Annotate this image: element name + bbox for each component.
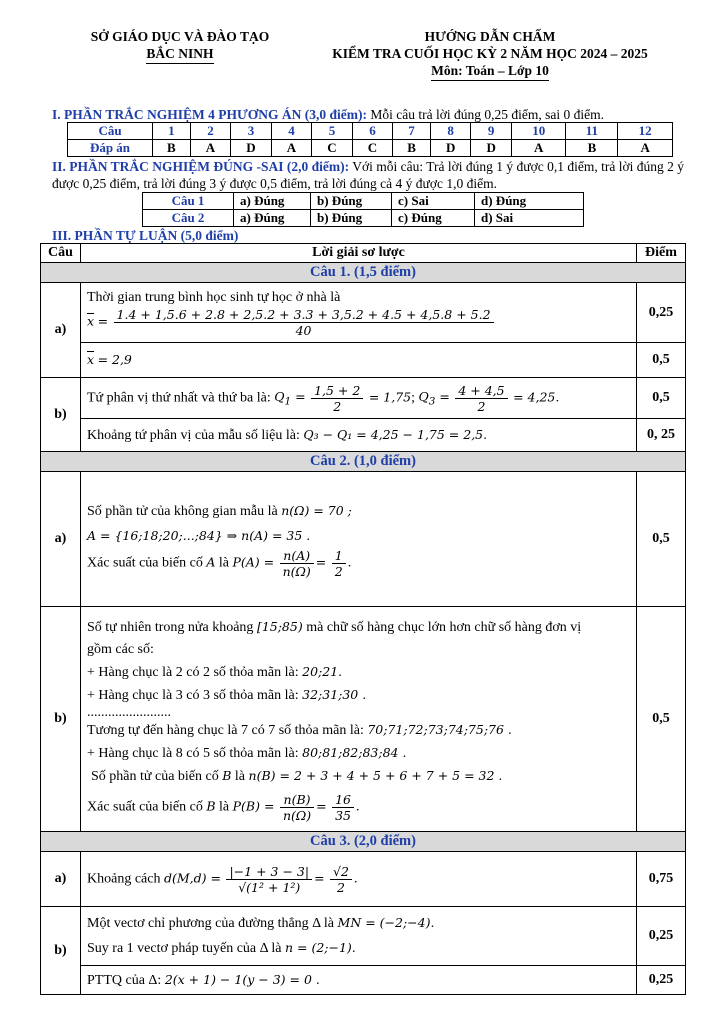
q1b-points2: 0, 25 bbox=[637, 419, 686, 452]
q2a-line1: Số phần tử của không gian mẫu là bbox=[87, 504, 278, 519]
part2-note: Với mỗi câu: Trả lời đúng 1 ý được 0,1 điểm, trả lời đúng 2 ý được 0,25 điểm, trả lời đúng 3 ý được 0,5 điểm, trả lời đúng cả 4 ý được 1,0 điểm. bbox=[52, 159, 684, 191]
department-name: SỞ GIÁO DỤC VÀ ĐÀO TẠO bbox=[90, 29, 270, 44]
q2a-event-set: A = {16;18;20;...;84} ⇒ n(A) = 35 . bbox=[87, 528, 311, 543]
q2b-la2: là bbox=[219, 799, 230, 815]
tf-answer-d: d) Đúng bbox=[475, 193, 584, 210]
q3a-label: a) bbox=[41, 852, 81, 907]
q3a-row bbox=[41, 852, 686, 907]
q1b-row1 bbox=[41, 378, 686, 419]
q2b-prob: P(B) = bbox=[232, 798, 275, 814]
question-label: Câu bbox=[68, 123, 153, 140]
q3a-frac2-den: 2 bbox=[337, 879, 345, 895]
essay-header-row bbox=[41, 244, 686, 263]
q1a-label: a) bbox=[41, 283, 81, 378]
question-number: 10 bbox=[511, 123, 566, 140]
q3-band bbox=[41, 832, 686, 852]
q1b-iqr: Q₃ − Q₁ = 4,25 − 1,75 = 2,5. bbox=[303, 427, 488, 442]
q3b-direction-vector: MN = (−2;−4). bbox=[337, 915, 435, 930]
q2b-frac1-num: n(B) bbox=[280, 792, 314, 808]
q1a-result: = 2,9 bbox=[97, 352, 132, 367]
answer-cell: B bbox=[566, 140, 618, 157]
q2-band bbox=[41, 452, 686, 472]
q2a-la: là bbox=[218, 555, 229, 571]
q2b-line9: Xác suất của biến cố bbox=[87, 799, 203, 815]
answer-cell: D bbox=[430, 140, 471, 157]
q1b-q1-den: 2 bbox=[333, 398, 342, 414]
tf-answer-b: b) Đúng bbox=[311, 210, 392, 227]
answer-label: Đáp án bbox=[68, 140, 153, 157]
q2a-label: a) bbox=[41, 472, 81, 607]
q1b-q1-value: = 1,75 bbox=[368, 389, 412, 405]
q2b-la: là bbox=[234, 768, 246, 784]
q2a-line3: Xác suất của biến cố bbox=[87, 555, 203, 571]
q2b-line7: + Hàng chục là 8 có 5 số thỏa mãn là: bbox=[87, 745, 299, 761]
part3-heading bbox=[52, 227, 238, 244]
answer-cell: B bbox=[153, 140, 191, 157]
tf-question: Câu 1 bbox=[143, 193, 234, 210]
q3a-points: 0,75 bbox=[637, 852, 686, 907]
question-number: 12 bbox=[618, 123, 673, 140]
question-number: 8 bbox=[430, 123, 471, 140]
q1a-points1: 0,25 bbox=[637, 283, 686, 343]
subject-line: Môn: Toán – Lớp 10 bbox=[431, 62, 549, 81]
q3a-frac1 bbox=[226, 864, 312, 895]
q2a-frac2 bbox=[332, 548, 346, 579]
q3a-distance: d(M,d) = bbox=[163, 870, 221, 886]
q2b-line1b: mà chữ số hàng chục lớn hơn chữ số hàng đơn vị bbox=[306, 619, 582, 635]
q1a-numerator: 1.4 + 1,5.6 + 2.8 + 2,5.2 + 3.3 + 3,5.2 + 4.5 + 4,5.8 + 5.2 bbox=[114, 307, 494, 323]
q2b-line4-m: 32;31;30 . bbox=[302, 686, 367, 702]
answer-cell: A bbox=[511, 140, 566, 157]
part1-title: I. PHẦN TRẮC NGHIỆM 4 PHƯƠNG ÁN (3,0 điểm): bbox=[52, 107, 367, 122]
answer-cell: D bbox=[231, 140, 272, 157]
q1b-row2 bbox=[41, 419, 686, 452]
q2b-line1a: Số tự nhiên trong nửa khoảng bbox=[87, 619, 254, 635]
q2a-event-name: A bbox=[206, 554, 216, 570]
q2a-frac1-den: n(Ω) bbox=[282, 564, 311, 579]
q2a-solution: Số phần tử của không gian mẫu là n(Ω) = 70 ; A = {16;18;20;...;84} ⇒ n(A) = 35 . Xác suất của biến cố A là P(A) = $\frac{n(A)}{n(\Omega)}$ = $\frac{1}{2}$ . bbox=[81, 472, 637, 607]
q2b-line8: Số phần tử của biến cố bbox=[91, 768, 219, 784]
part2-answer-table bbox=[142, 192, 584, 227]
header-right bbox=[300, 28, 680, 81]
question-number: 7 bbox=[393, 123, 431, 140]
q1a-solution2: $\overline{x} = 2,9$ bbox=[81, 343, 637, 378]
q1b-text: Tứ phân vị thứ nhất và thứ ba là: bbox=[87, 390, 271, 406]
question-number: 4 bbox=[271, 123, 312, 140]
tf-row bbox=[143, 193, 584, 210]
q3b-solution1 bbox=[81, 907, 637, 966]
q3b-points2: 0,25 bbox=[637, 966, 686, 995]
q2b-event-name: B bbox=[222, 767, 232, 783]
q3a-solution: Khoảng cách d(M,d) = $\frac{|-1 + 3 - 3|}{\text{√(1² + 1²)}}$ = $\frac{√2}{2}$ . bbox=[81, 852, 637, 907]
q2b-line3: + Hàng chục là 2 có 2 số thỏa mãn là: bbox=[87, 664, 299, 680]
q2a-frac1 bbox=[280, 548, 314, 579]
tf-answer-a: a) Đúng bbox=[234, 193, 311, 210]
part1-note: Mỗi câu trả lời đúng 0,25 điểm, sai 0 điểm. bbox=[366, 107, 604, 122]
col-solution: Lời giải sơ lược bbox=[81, 244, 637, 263]
part2-heading bbox=[52, 158, 692, 192]
q2a-frac2-den: 2 bbox=[334, 564, 343, 579]
question-number: 3 bbox=[231, 123, 272, 140]
q1b-text2: Khoảng tứ phân vị của mẫu số liệu là: bbox=[87, 428, 300, 443]
q2a-sample-space: n(Ω) = 70 ; bbox=[281, 503, 352, 518]
tf-question: Câu 2 bbox=[143, 210, 234, 227]
question-number: 11 bbox=[566, 123, 618, 140]
q2b-interval: [15;85) bbox=[256, 618, 303, 634]
q1b-q1-num: 1,5 + 2 bbox=[311, 383, 363, 399]
q2b-line4: + Hàng chục là 3 có 3 số thỏa mãn là: bbox=[87, 687, 299, 703]
q3b-line1: Một vectơ chỉ phương của đường thẳng Δ là bbox=[87, 916, 335, 931]
part2-title: II. PHẦN TRẮC NGHIỆM ĐÚNG -SAI (2,0 điểm): bbox=[52, 159, 350, 174]
answer-cell: B bbox=[393, 140, 431, 157]
q1a-row2 bbox=[41, 343, 686, 378]
q2a-row bbox=[41, 472, 686, 607]
answer-row bbox=[68, 140, 673, 157]
tf-answer-c: c) Đúng bbox=[392, 210, 475, 227]
answer-cell: A bbox=[190, 140, 231, 157]
question-number: 6 bbox=[352, 123, 393, 140]
q2b-line6: Tương tự đến hàng chục là 7 có 7 số thỏa mãn là: bbox=[87, 722, 364, 738]
q2b-event-name2: B bbox=[206, 798, 216, 814]
answer-cell: C bbox=[312, 140, 353, 157]
col-cau: Câu bbox=[41, 244, 81, 263]
q1-band bbox=[41, 263, 686, 283]
q3b-row1 bbox=[41, 907, 686, 966]
q3a-frac2-num: √2 bbox=[330, 864, 352, 880]
q2b-frac1-den: n(Ω) bbox=[282, 807, 312, 823]
part1-heading bbox=[52, 106, 692, 123]
q3a-text: Khoảng cách bbox=[87, 871, 161, 887]
q2b-frac2-num: 16 bbox=[332, 792, 354, 808]
q2b-ellipsis: ........................ bbox=[87, 704, 171, 720]
q1b-q3-den: 2 bbox=[477, 398, 486, 414]
q2b-frac2 bbox=[332, 792, 354, 823]
q3b-row2 bbox=[41, 966, 686, 995]
x-bar: $\overline{x}$ bbox=[87, 313, 95, 329]
q1a-solution1: Thời gian trung bình học sinh tự học ở nhà là $\overline{x}$ = $\frac{1.4 + 1,5.6 + 2.8 + 2,5.2 + 3.3 + 3,5.2 + 4.5 + 4,5.8 + 5.2}{40}$ bbox=[81, 283, 637, 343]
question-number: 5 bbox=[312, 123, 353, 140]
tf-answer-c: c) Sai bbox=[392, 193, 475, 210]
q3b-solution2 bbox=[81, 966, 637, 995]
q2b-line6-m: 70;71;72;73;74;75;76 . bbox=[367, 721, 512, 737]
tf-row bbox=[143, 210, 584, 227]
q2a-prob: P(A) = bbox=[232, 554, 275, 570]
q2b-row bbox=[41, 607, 686, 832]
tf-answer-a: a) Đúng bbox=[234, 210, 311, 227]
tf-answer-d: d) Sai bbox=[475, 210, 584, 227]
q2b-frac2-den: 35 bbox=[335, 807, 351, 823]
q1b-q1-fraction bbox=[311, 383, 363, 414]
answer-cell: C bbox=[352, 140, 393, 157]
q3b-points1: 0,25 bbox=[637, 907, 686, 966]
col-points: Điểm bbox=[637, 244, 686, 263]
question-number: 1 bbox=[153, 123, 191, 140]
q1-title: Câu 1. (1,5 điểm) bbox=[41, 263, 686, 283]
part1-answer-table bbox=[67, 122, 673, 157]
q2b-line8-m: n(B) = 2 + 3 + 4 + 5 + 6 + 7 + 5 = 32 . bbox=[248, 767, 503, 783]
q3a-frac1-den: √(1² + 1²) bbox=[238, 879, 301, 895]
q3a-frac1-num: |−1 + 3 − 3| bbox=[226, 864, 312, 880]
q2b-frac1 bbox=[280, 792, 314, 823]
q1b-q3-num: 4 + 4,5 bbox=[455, 383, 507, 399]
q2b-line2: gồm các số: bbox=[87, 641, 154, 657]
q1b-q3-value: = 4,25. bbox=[513, 389, 560, 405]
q1a-points2: 0,5 bbox=[637, 343, 686, 378]
q2-title: Câu 2. (1,0 điểm) bbox=[41, 452, 686, 472]
province-name: BẮC NINH bbox=[146, 45, 213, 64]
q1b-solution2 bbox=[81, 419, 637, 452]
exam-title: KIỂM TRA CUỐI HỌC KỲ 2 NĂM HỌC 2024 – 2025 bbox=[332, 46, 648, 61]
q1a-denominator: 40 bbox=[295, 322, 312, 338]
q3b-label: b) bbox=[41, 907, 81, 995]
q2b-solution: Số tự nhiên trong nửa khoảng [15;85) mà chữ số hàng chục lớn hơn chữ số hàng đơn vị gồm các số: + Hàng chục là 2 có 2 số thỏa mãn là: 20;21. + Hàng chục là 3 có 3 số thỏa mãn là: 32;31;30 . ........................ Tương tự đến hàng chục là 7 có 7 số thỏa mãn là: 70;71;72;73;74;75;76 . + Hàng chục là 8 có 5 số thỏa mãn là: 80;81;82;83;84 . Số phần tử của biến cố B là n(B) = 2 + 3 + 4 + 5 + 6 + 7 + 5 = 32 . Xác suất của biến cố B là P(B) = $\frac{n(B)}{n(\Omega)}$ = $\frac{16}{35}$ . bbox=[81, 607, 637, 832]
essay-table bbox=[40, 243, 686, 995]
answer-cell: D bbox=[471, 140, 512, 157]
q2b-line3-m: 20;21. bbox=[302, 663, 343, 679]
q1a-text: Thời gian trung bình học sinh tự học ở nhà là bbox=[87, 289, 341, 305]
question-row bbox=[68, 123, 673, 140]
question-number: 2 bbox=[190, 123, 231, 140]
q2b-line7-m: 80;81;82;83;84 . bbox=[302, 744, 407, 760]
q1a-row1 bbox=[41, 283, 686, 343]
q2a-frac2-num: 1 bbox=[332, 548, 346, 564]
q2b-points: 0,5 bbox=[637, 607, 686, 832]
doc-title: HƯỚNG DẪN CHẤM bbox=[424, 29, 556, 44]
q1b-label: b) bbox=[41, 378, 81, 452]
q2a-frac1-num: n(A) bbox=[280, 548, 314, 564]
q1b-solution1: Tứ phân vị thứ nhất và thứ ba là: $Q_1$ = $\frac{1,5 + 2}{2}$ = 1,75; $Q_3$ = $\frac{4 + 4,5}{2}$ = 4,25. bbox=[81, 378, 637, 419]
header-left bbox=[60, 28, 300, 64]
q3b-line3: PTTQ của Δ: bbox=[87, 973, 162, 988]
q1b-q3-fraction bbox=[455, 383, 507, 414]
q3-title: Câu 3. (2,0 điểm) bbox=[41, 832, 686, 852]
q3a-frac2 bbox=[330, 864, 352, 895]
q3b-line2: Suy ra 1 vectơ pháp tuyến của Δ là bbox=[87, 941, 282, 956]
q3b-equation: 2(x + 1) − 1(y − 3) = 0 . bbox=[164, 972, 320, 987]
q1a-mean-fraction bbox=[114, 307, 494, 338]
q1b-points1: 0,5 bbox=[637, 378, 686, 419]
answer-cell: A bbox=[618, 140, 673, 157]
part3-title: III. PHẦN TỰ LUẬN (5,0 điểm) bbox=[52, 228, 239, 243]
q2a-points: 0,5 bbox=[637, 472, 686, 607]
q2b-label: b) bbox=[41, 607, 81, 832]
q3b-normal-vector: n = (2;−1). bbox=[284, 940, 356, 955]
question-number: 9 bbox=[471, 123, 512, 140]
answer-cell: A bbox=[271, 140, 312, 157]
tf-answer-b: b) Đúng bbox=[311, 193, 392, 210]
